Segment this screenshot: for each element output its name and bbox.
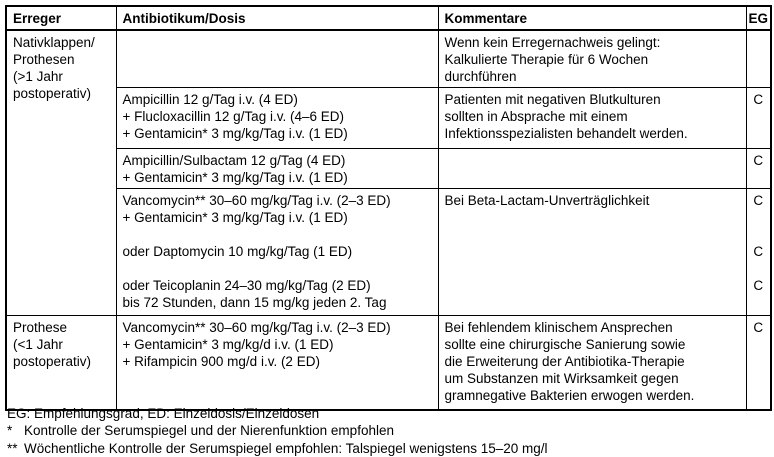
cell-text-line: Bei fehlendem klinischem Ansprechen: [444, 320, 673, 335]
cell-text-line: durchführen: [444, 69, 517, 84]
cell-text-line: postoperativ): [13, 354, 92, 369]
cell-text-line: + Gentamicin* 3 mg/kg/Tag i.v. (1 ED): [122, 210, 348, 225]
cell-text-line: [123, 260, 432, 277]
cell-text-line: C: [753, 193, 764, 208]
cell-erreger-group1: [6, 30, 116, 316]
cell-text-line: postoperativ): [13, 86, 92, 101]
footnote-double-asterisk: [7, 440, 548, 457]
cell-text-line: [748, 260, 770, 277]
cell-text-line: Wenn kein Erregernachweis gelingt:: [444, 35, 661, 50]
cell-text-line: Bei Beta-Lactam-Unverträglichkeit: [444, 193, 650, 208]
cell-eg: [746, 88, 771, 149]
cell-text-line: Prothese: [13, 320, 68, 335]
cell-antibiotic: [116, 30, 438, 88]
footnote-marker: **: [7, 440, 18, 456]
cell-eg: [746, 316, 771, 410]
antibiotic-therapy-table: [5, 5, 772, 411]
cell-antibiotic: [116, 189, 438, 316]
cell-text-line: + Gentamicin* 3 mg/kg/Tag i.v. (1 ED): [122, 170, 348, 185]
footnote-text: Wöchentliche Kontrolle der Serumspiegel empfohlen: Talspiegel wenigstens 15–20 mg/l: [24, 440, 548, 456]
footnotes: [7, 405, 548, 457]
cell-comment: [438, 189, 746, 316]
cell-text-line: Patienten mit negativen Blutkulturen: [444, 92, 661, 107]
col-header-erreger: Erreger: [6, 6, 116, 30]
cell-comment: [438, 30, 746, 88]
cell-text-line: Vancomycin** 30–60 mg/kg/Tag i.v. (2–3 ED): [122, 193, 391, 208]
cell-text-line: + Gentamicin* 3 mg/kg/Tag i.v. (1 ED): [122, 126, 348, 141]
cell-text-line: Prothesen: [13, 52, 75, 67]
cell-text-line: C: [753, 320, 764, 335]
col-header-antibiotikum: Antibiotikum/Dosis: [116, 6, 438, 30]
cell-eg: [746, 189, 771, 316]
cell-text-line: [748, 209, 770, 226]
cell-text-line: die Erweiterung der Antibiotika-Therapie: [444, 354, 685, 369]
table-header-row: [6, 6, 771, 30]
col-header-eg: EG: [746, 6, 771, 30]
cell-text-line: [123, 226, 432, 243]
cell-text-line: Infektionsspezialisten behandelt werden.: [444, 126, 688, 141]
cell-antibiotic: [116, 88, 438, 149]
table-row-group1-sub3: [6, 149, 771, 189]
cell-text-line: oder Teicoplanin 24–30 mg/kg/Tag (2 ED): [122, 278, 371, 293]
cell-text-line: [748, 226, 770, 243]
cell-text-line: Nativklappen/: [13, 35, 95, 50]
cell-text-line: + Rifampicin 900 mg/d i.v. (2 ED): [122, 354, 320, 369]
cell-comment: [438, 316, 746, 410]
cell-text-line: + Flucloxacillin 12 g/Tag i.v. (4–6 ED): [122, 109, 344, 124]
cell-text-line: C: [753, 153, 764, 168]
table-row-group2: [6, 316, 771, 410]
cell-text-line: Kalkulierte Therapie für 6 Wochen: [444, 52, 649, 67]
cell-text-line: bis 72 Stunden, dann 15 mg/kg jeden 2. Tag: [122, 295, 387, 310]
cell-text-line: sollte eine chirurgische Sanierung sowie: [444, 337, 686, 352]
cell-text-line: C: [753, 92, 764, 107]
table-row-group1-sub2: [6, 88, 771, 149]
cell-text-line: (>1 Jahr: [13, 69, 63, 84]
cell-text-line: oder Daptomycin 10 mg/kg/Tag (1 ED): [122, 244, 353, 259]
cell-text-line: Ampicillin 12 g/Tag i.v. (4 ED): [122, 92, 298, 107]
cell-text-line: C: [753, 244, 764, 259]
cell-text-line: sollten in Absprache mit einem: [444, 109, 628, 124]
cell-erreger-group2: [6, 316, 116, 410]
col-header-kommentare: Kommentare: [438, 6, 746, 30]
cell-comment: [438, 88, 746, 149]
footnote-single-asterisk: [7, 422, 548, 439]
cell-eg: [746, 30, 771, 88]
cell-text-line: + Gentamicin* 3 mg/kg/d i.v. (1 ED): [122, 337, 334, 352]
footnote-text: Kontrolle der Serumspiegel und der Nierenfunktion empfohlen: [24, 423, 394, 439]
table-row-group1-sub1: [6, 30, 771, 88]
cell-comment: [438, 149, 746, 189]
cell-antibiotic: [116, 316, 438, 410]
cell-text-line: Vancomycin** 30–60 mg/kg/Tag i.v. (2–3 ED): [122, 320, 391, 335]
cell-text-line: um Substanzen mit Wirksamkeit gegen: [444, 371, 679, 386]
cell-antibiotic: [116, 149, 438, 189]
footnote-text: EG: Empfehlungsgrad, ED: Einzeldosis/Einzeldosen: [7, 406, 320, 421]
cell-text-line: C: [753, 278, 764, 293]
cell-text-line: (<1 Jahr: [13, 337, 63, 352]
footnote-marker: *: [7, 423, 13, 439]
table-row-group1-sub4: [6, 189, 771, 316]
cell-eg: [746, 149, 771, 189]
cell-text-line: Ampicillin/Sulbactam 12 g/Tag (4 ED): [122, 153, 346, 168]
footnote-legend: [7, 405, 548, 422]
cell-text-line: gramnegative Bakterien erwogen werden.: [444, 388, 695, 403]
